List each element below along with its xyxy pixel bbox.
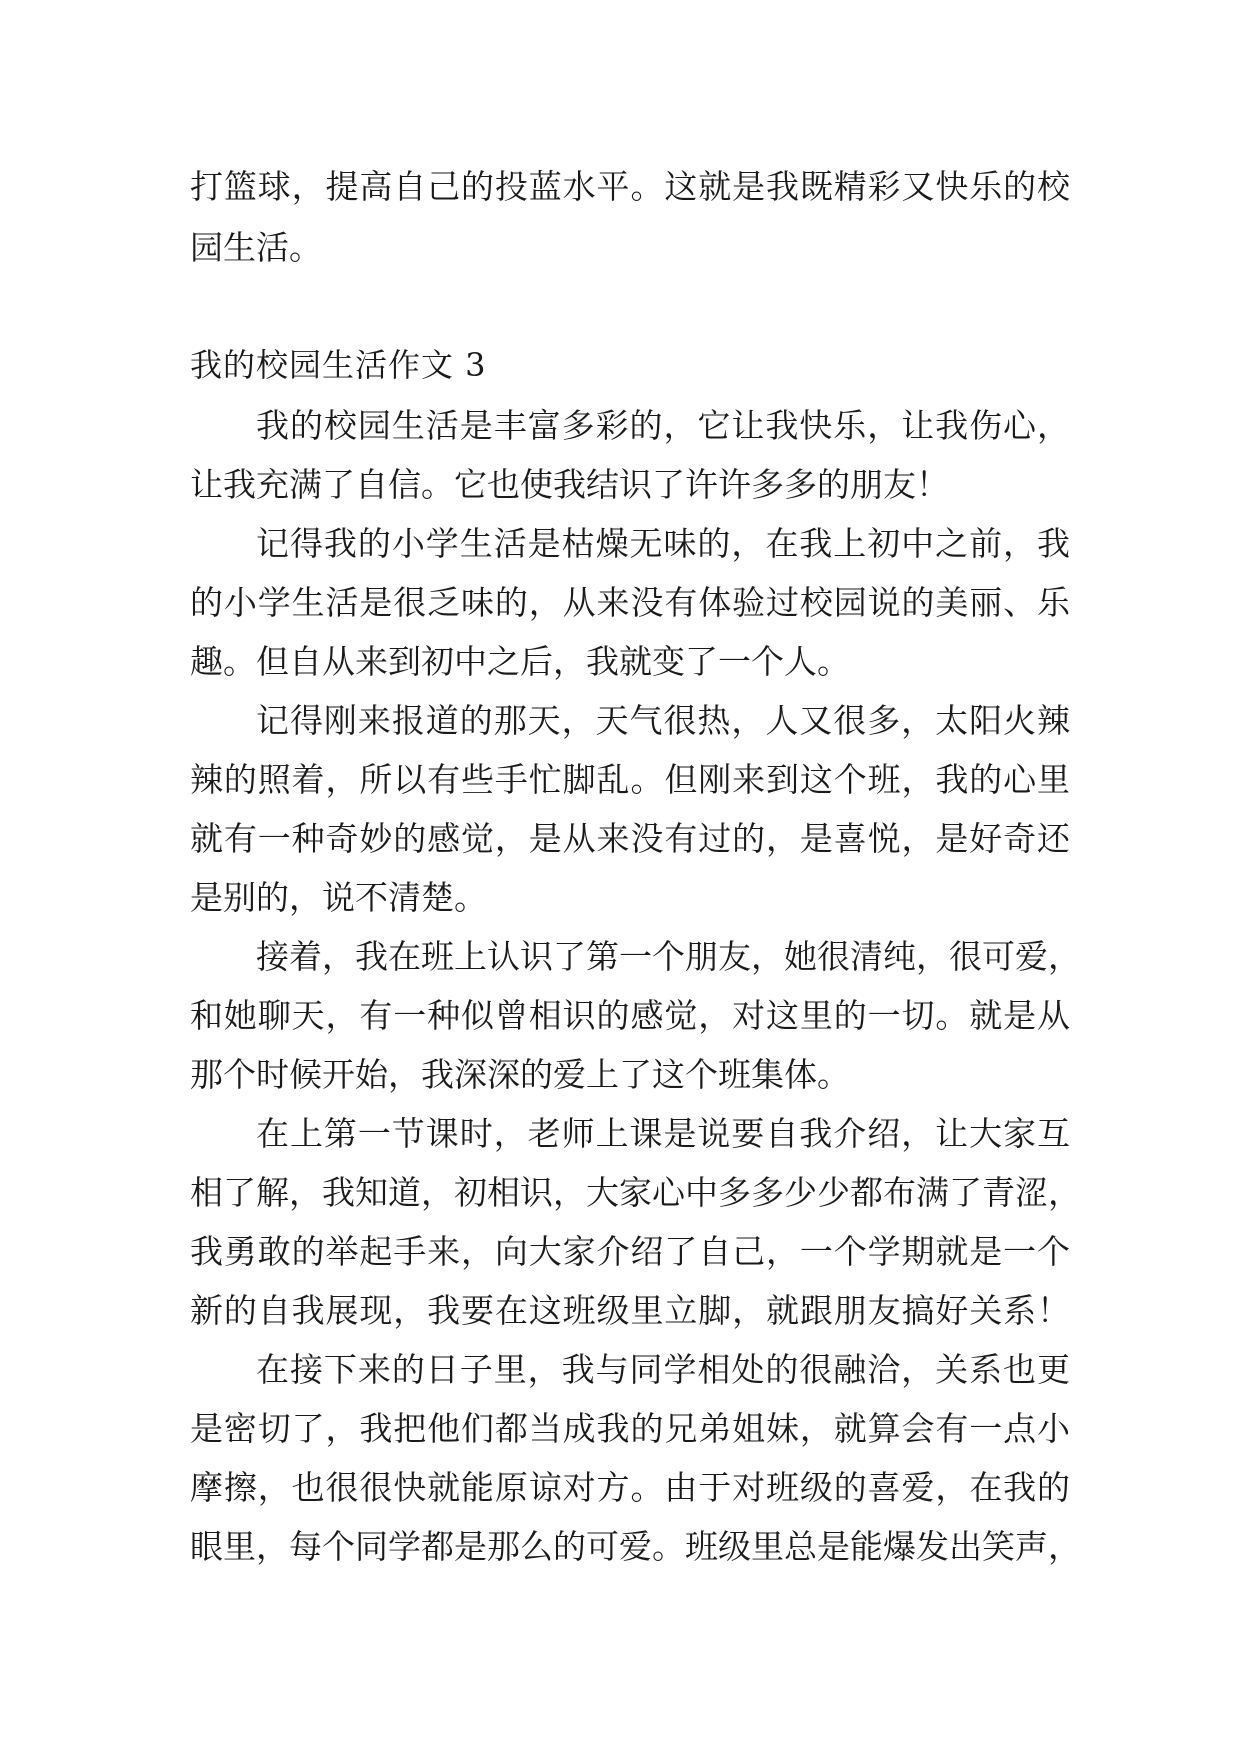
text-line: 趣。但自从来到初中之后，我就变了一个人。 [190,642,850,681]
section-heading: 我的校园生活作文 3 [190,346,487,384]
text-line: 记得刚来报道的那天，天气很热，人又很多，太阳火辣 [256,701,1070,740]
text-line: 眼里，每个同学都是那么的可爱。班级里总是能爆发出笑声， [190,1527,1081,1566]
text-line: 那个时候开始，我深深的爱上了这个班集体。 [190,1055,850,1094]
text-line: 是别的，说不清楚。 [190,878,487,917]
text-line: 打篮球，提高自己的投蓝水平。这就是我既精彩又快乐的校 [190,167,1070,206]
text-line: 接着，我在班上认识了第一个朋友，她很清纯，很可爱， [256,937,1081,976]
text-line: 我的校园生活是丰富多彩的，它让我快乐，让我伤心， [256,406,1070,445]
text-line: 就有一种奇妙的感觉，是从来没有过的，是喜悦，是好奇还 [190,819,1070,858]
text-line: 相了解，我知道，初相识，大家心中多多少少都布满了青涩， [190,1173,1081,1212]
text-line: 摩擦，也很很快就能原谅对方。由于对班级的喜爱，在我的 [190,1468,1070,1507]
text-line: 我勇敢的举起手来，向大家介绍了自己，一个学期就是一个 [190,1232,1070,1271]
text-line: 在上第一节课时，老师上课是说要自我介绍，让大家互 [256,1114,1070,1153]
text-line: 园生活。 [190,228,322,267]
text-line: 是密切了，我把他们都当成我的兄弟姐妹，就算会有一点小 [190,1409,1070,1448]
text-line: 新的自我展现，我要在这班级里立脚，就跟朋友搞好关系！ [190,1291,1070,1330]
text-line: 记得我的小学生活是枯燥无味的，在我上初中之前，我 [256,524,1070,563]
text-line: 让我充满了自信。它也使我结识了许许多多的朋友！ [190,465,949,504]
text-line: 的小学生活是很乏味的，从来没有体验过校园说的美丽、乐 [190,583,1070,622]
text-line: 辣的照着，所以有些手忙脚乱。但刚来到这个班，我的心里 [190,760,1070,799]
text-line: 在接下来的日子里，我与同学相处的很融洽，关系也更 [256,1350,1070,1389]
text-line: 和她聊天，有一种似曾相识的感觉，对这里的一切。就是从 [190,996,1070,1035]
